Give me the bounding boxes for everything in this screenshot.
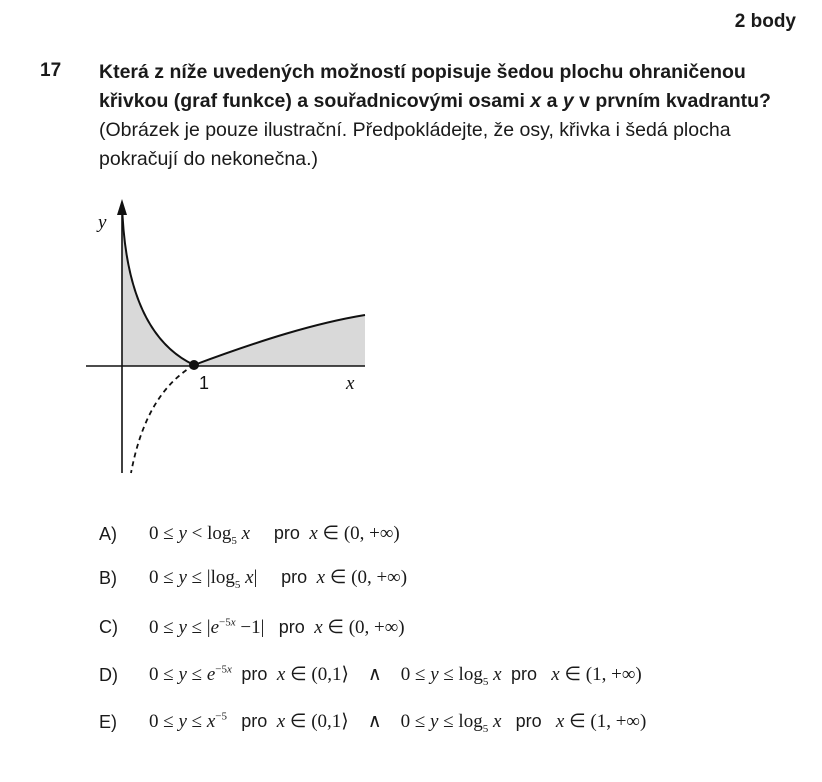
option-c-math: $0 \le y \le |e^{-5x} -1|$ pro x ∈ (0, +∞) — [149, 616, 405, 638]
option-a[interactable] — [99, 519, 400, 549]
option-b-math: $0 \le y \le |\log_5$ x| pro x ∈ (0, +∞) — [149, 566, 408, 591]
question-text-part1: Která z níže uvedených možností popisuje šedou plochu ohraničenou křivkou (graf funkce) a souřadnicovými osami — [99, 61, 746, 112]
option-d-letter: D) — [99, 664, 118, 685]
question-text-part2: v prvním kvadrantu? — [573, 90, 771, 112]
option-b-letter: B) — [99, 567, 117, 588]
curve-dashed — [131, 365, 194, 473]
shaded-region — [122, 203, 365, 366]
tick-label-1: 1 — [199, 373, 210, 393]
question-text — [99, 58, 799, 174]
y-axis-arrow — [117, 199, 127, 215]
question-note: (Obrázek je pouze ilustrační. Předpokládejte, že osy, křivka i šedá plocha pokračují do nekonečna.) — [99, 119, 731, 170]
y-axis-label: y — [98, 212, 107, 233]
option-a-math: $0 \le y < \log_5 x$ pro x ∈ (0, +∞) — [149, 522, 400, 547]
option-e-letter: E) — [99, 711, 117, 732]
option-a-letter: A) — [99, 523, 117, 544]
points-label: 2 body — [734, 11, 796, 32]
graph-svg — [86, 195, 376, 480]
option-d[interactable] — [99, 660, 642, 690]
question-number: 17 — [40, 60, 62, 81]
option-e[interactable] — [99, 707, 646, 737]
option-b[interactable] — [99, 563, 407, 593]
option-c-letter: C) — [99, 616, 118, 637]
option-d-math: $0 \le y \le e^{-5x}$ pro x ∈ (0,1⟩ ∧ $0 \le y \le \log_5 x$ pro x ∈ (1, +∞) — [149, 663, 642, 688]
question-var-y: y — [562, 90, 574, 112]
option-e-math: $0 \le y \le x^{-5}$ pro x ∈ (0,1⟩ ∧ $0 \le y \le \log_5 x$ pro x ∈ (1, +∞) — [149, 710, 647, 735]
function-graph — [86, 195, 376, 485]
option-c[interactable] — [99, 612, 405, 642]
question-text-and: a — [541, 90, 563, 112]
intersection-point — [189, 360, 199, 370]
question-var-x: x — [530, 90, 542, 112]
x-axis-label: x — [346, 373, 355, 394]
